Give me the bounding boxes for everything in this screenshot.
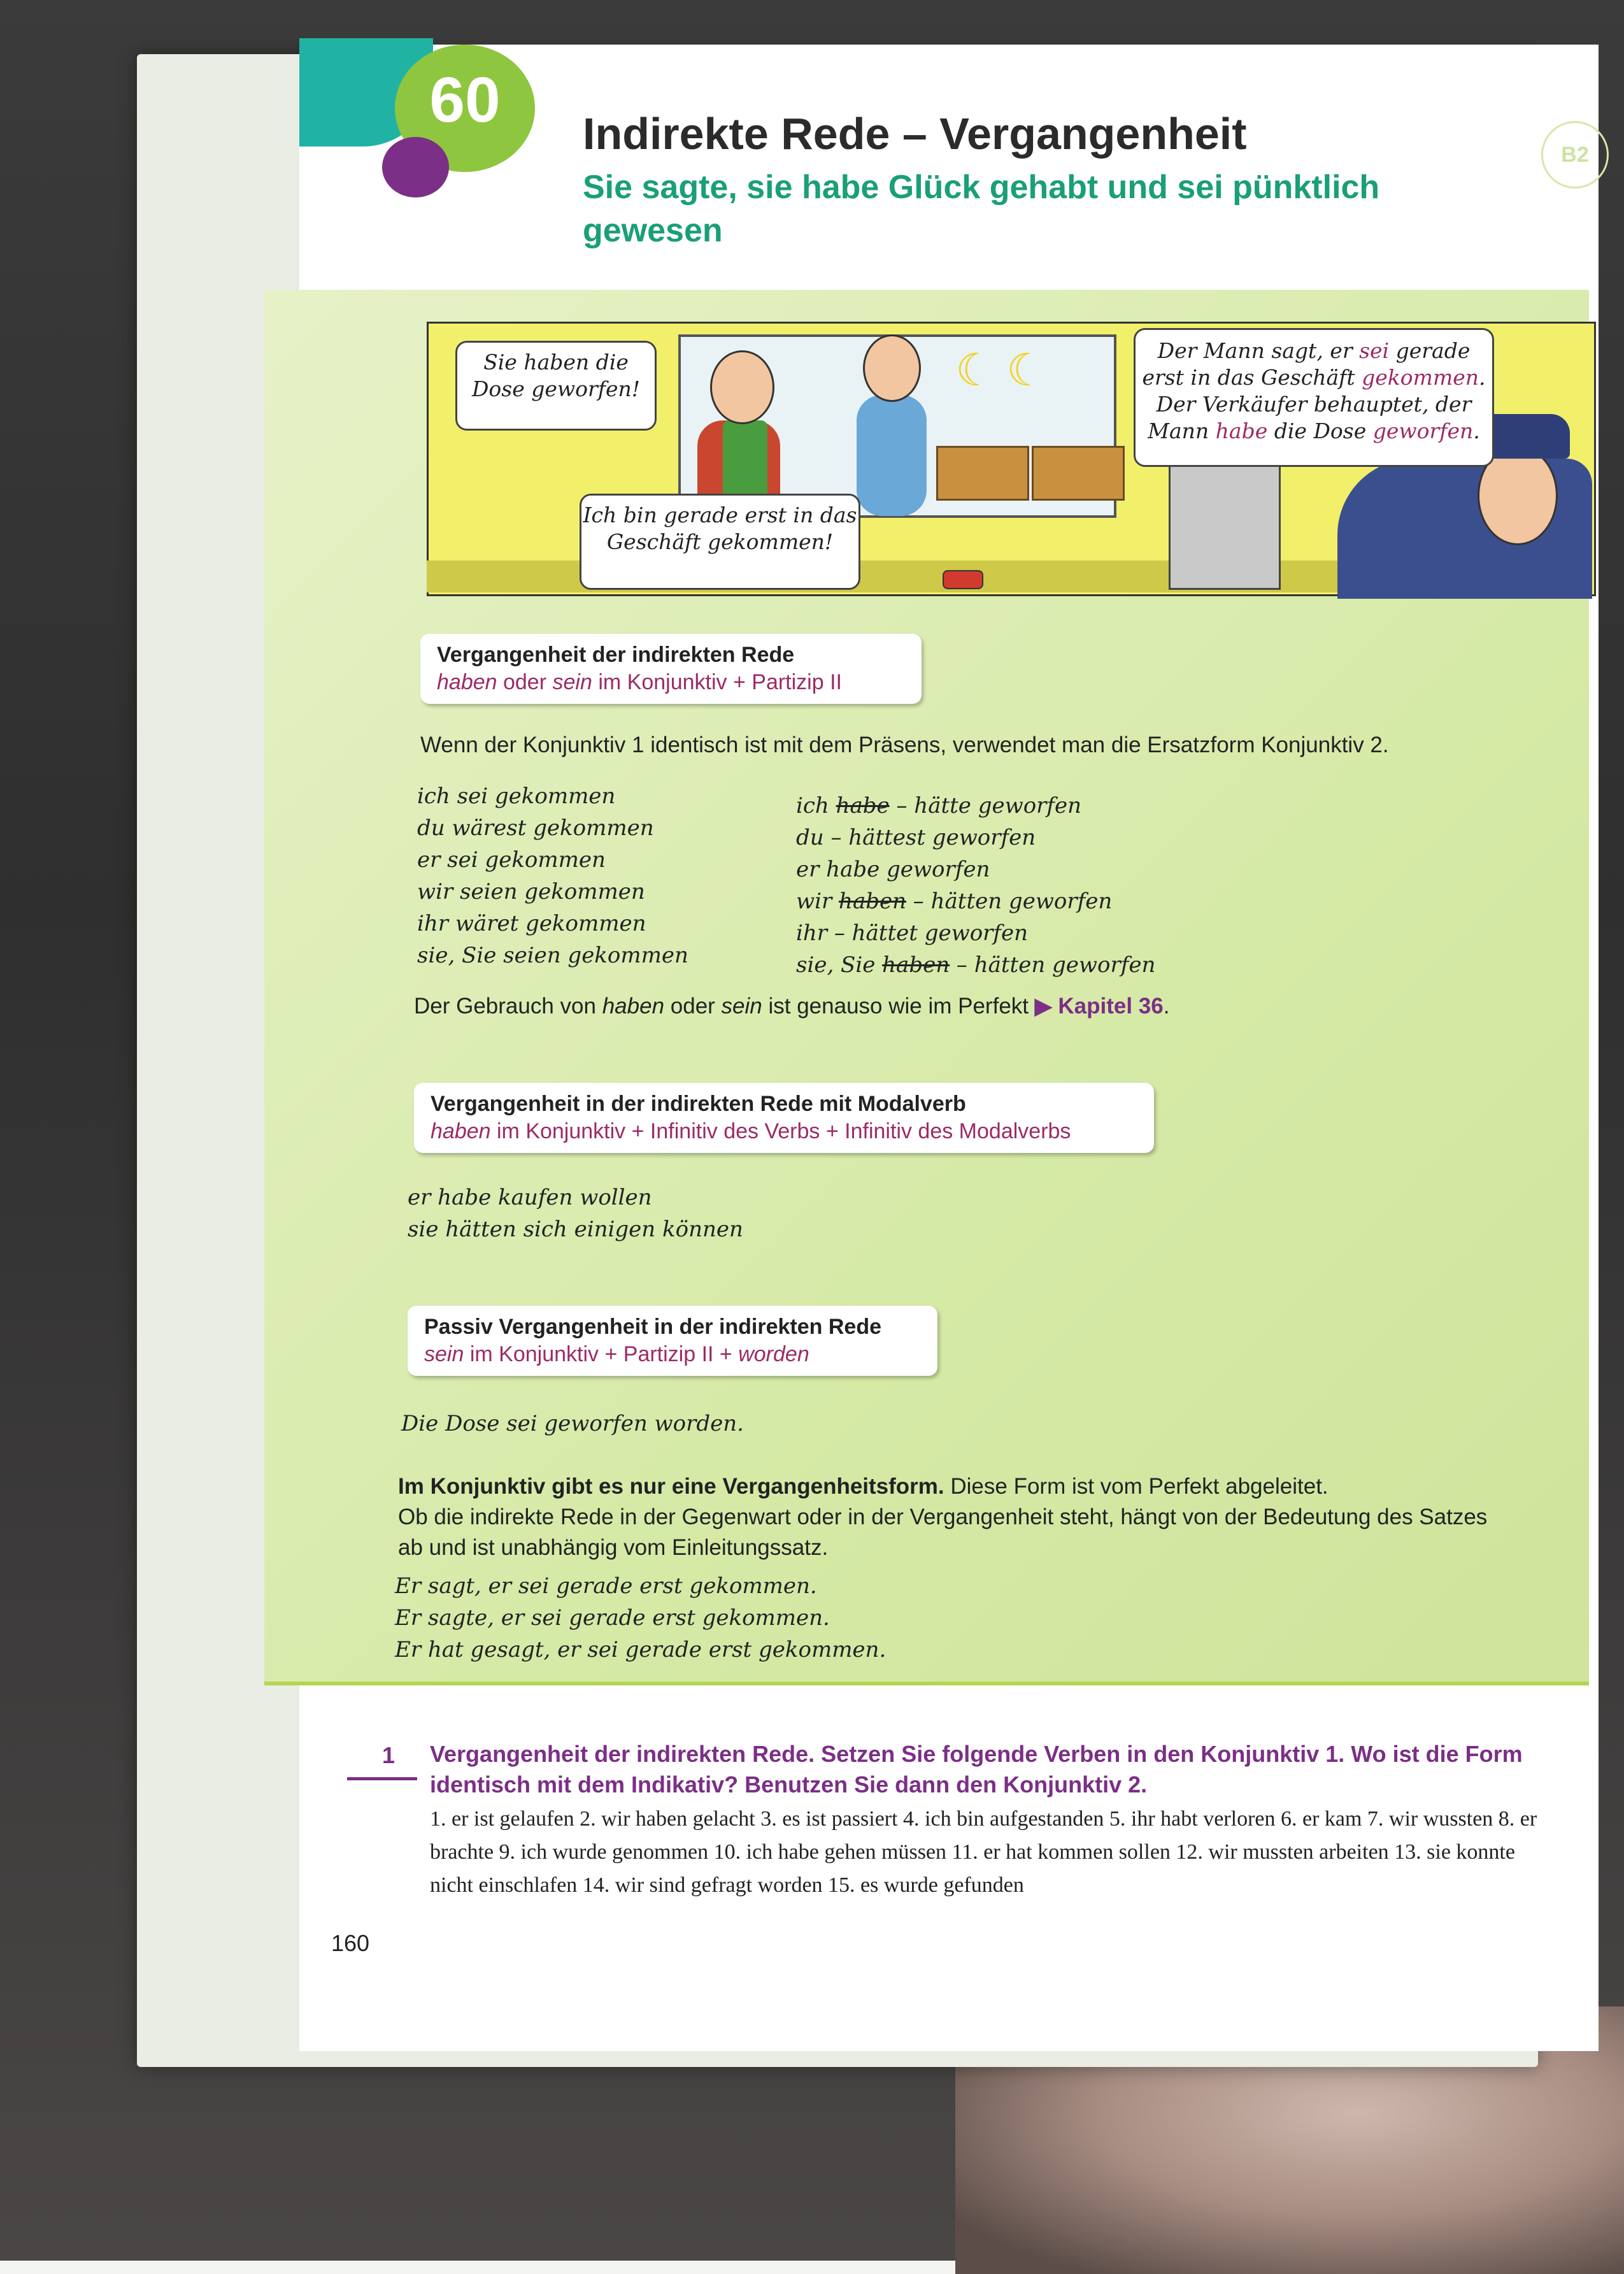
- rule-text: oder: [497, 670, 553, 694]
- summary-text: Diese Form ist vom Perfekt abgeleitet.: [944, 1474, 1328, 1499]
- example-row: sie hätten sich einigen können: [408, 1217, 743, 1242]
- example-row: er habe kaufen wollen: [408, 1185, 652, 1210]
- rule-term: haben: [437, 670, 497, 694]
- rule-term: sein: [721, 994, 762, 1019]
- conj-text: er habe geworfen: [796, 857, 990, 882]
- example-row: Er hat gesagt, er sei gerade erst gekommen.: [395, 1637, 887, 1663]
- conj-struck: habe: [836, 793, 890, 819]
- modal-examples: [408, 1182, 743, 1245]
- rule-term: haben: [431, 1119, 491, 1143]
- fruit-crate: [1032, 446, 1125, 501]
- grammar-box-modal: [414, 1083, 1154, 1153]
- grammar-box-rule: [431, 1119, 1137, 1144]
- exercise-number-underline: [347, 1777, 417, 1780]
- rule-term: haben: [602, 994, 665, 1019]
- bubble-text: Sie haben die Dose geworfen!: [471, 350, 641, 401]
- example-row: Er sagt, er sei gerade erst gekommen.: [395, 1573, 817, 1599]
- banana-icon: ☾: [955, 344, 995, 396]
- conjugation-sein: [417, 780, 688, 971]
- conj-text: du – hättest geworfen: [796, 825, 1036, 850]
- grammar-box-passive: [408, 1306, 937, 1376]
- conj-struck: haben: [882, 952, 950, 978]
- grammar-box-past: [420, 634, 922, 704]
- bubble-text: Der Mann sagt, er: [1157, 338, 1360, 363]
- exercise-body: 1. er ist gelaufen 2. wir haben gelacht 3. es ist passiert 4. ich bin aufgestanden 5. ihr habt verloren 6. er kam 7. wir wussten 8. er brachte 9. ich wurde genommen 10. ich habe gehen müssen 11. er hat kommen sollen 12. wir mussten arbeiten 13. sie konnte nicht einschlafen 14. wir sind gefragt worden 15. es wurde gefunden: [430, 1807, 1537, 1897]
- conj-text: sie, Sie: [796, 952, 883, 978]
- conj-text: – hätten geworfen: [950, 952, 1156, 978]
- speech-bubble-narrator: [1134, 328, 1494, 467]
- conj-struck: haben: [839, 889, 906, 914]
- bubble-text: . Der Verkäufer behauptet, der Mann: [1148, 365, 1486, 443]
- rule-text: im Konjunktiv + Partizip II +: [464, 1342, 739, 1366]
- bubble-highlight: habe: [1215, 418, 1268, 443]
- bubble-highlight: sei: [1359, 338, 1390, 363]
- panel-divider: [264, 1682, 1589, 1685]
- conj-text: – hätte geworfen: [889, 793, 1082, 819]
- conjugation-row: [796, 917, 1155, 949]
- rule-text: im Konjunktiv + Infinitiv des Verbs + Infinitiv des Modalverbs: [490, 1119, 1071, 1143]
- seller-apron: [723, 420, 767, 503]
- conj-text: ich: [796, 793, 836, 819]
- speech-bubble-customer: [580, 494, 860, 590]
- bubble-text: Ich bin gerade erst in das Geschäft gekommen!: [583, 503, 857, 554]
- summary-line: [398, 1471, 1563, 1502]
- bubble-highlight: geworfen: [1372, 418, 1474, 443]
- seller-head: [710, 350, 774, 424]
- conjugation-row: [796, 822, 1155, 854]
- rule-usage: [414, 994, 1169, 1019]
- summary-bold: Im Konjunktiv gibt es nur eine Vergangenheitsform.: [398, 1474, 944, 1499]
- exercise-number: 1: [381, 1742, 395, 1768]
- conjugation-row: wir seien gekommen: [417, 879, 645, 905]
- rule-text: im Konjunktiv + Partizip II: [592, 670, 842, 694]
- rule-text: oder: [664, 994, 722, 1019]
- conjugation-row: ihr wäret gekommen: [417, 911, 646, 936]
- conjugation-row: [796, 949, 1155, 981]
- level-badge: B2: [1541, 121, 1609, 189]
- speech-bubble-seller: [455, 341, 657, 431]
- rule-text: ist genauso wie im Perfekt: [762, 994, 1035, 1019]
- bubble-text: gerade erst in das Geschäft: [1142, 338, 1471, 390]
- grammar-box-title: Passiv Vergangenheit in der indirekten Rede: [424, 1315, 882, 1339]
- fruit-crate: [936, 446, 1029, 501]
- customer-head: [863, 334, 921, 402]
- grammar-box-rule: [424, 1342, 921, 1367]
- bubble-text: .: [1473, 418, 1480, 443]
- conjugation-row: sie, Sie seien gekommen: [417, 943, 688, 968]
- chapter-number: 60: [429, 64, 501, 136]
- rule-text: .: [1163, 994, 1170, 1019]
- rule-term: worden: [738, 1342, 809, 1366]
- conj-text: – hätten geworfen: [906, 889, 1113, 914]
- passive-example: Die Dose sei geworfen worden.: [401, 1411, 744, 1436]
- conjugation-row: [796, 854, 1155, 885]
- rule-term: sein: [424, 1342, 464, 1366]
- bubble-highlight: gekommen: [1362, 365, 1479, 390]
- bubble-text: die Dose: [1267, 418, 1373, 443]
- conjugation-row: er sei gekommen: [417, 847, 606, 873]
- summary-line: Ob die indirekte Rede in der Gegenwart oder in der Vergangenheit steht, hängt von der Bedeutung des Satzes: [398, 1505, 1488, 1529]
- example-row: Er sagte, er sei gerade erst gekommen.: [395, 1605, 830, 1631]
- summary: [398, 1471, 1563, 1563]
- conjugation-row: [796, 790, 1155, 822]
- chapter-link[interactable]: ▶ Kapitel 36: [1034, 994, 1164, 1019]
- conjugation-row: du wärest gekommen: [417, 815, 654, 841]
- summary-line: ab und ist unabhängig vom Einleitungssatz.: [398, 1535, 829, 1560]
- grammar-box-title: Vergangenheit in der indirekten Rede mit Modalverb: [431, 1092, 966, 1116]
- grammar-box-title: Vergangenheit der indirekten Rede: [437, 643, 795, 667]
- summary-examples: [395, 1570, 886, 1666]
- can-icon: [943, 570, 983, 589]
- banana-icon: ☾: [1006, 344, 1046, 396]
- rule-text: Der Gebrauch von: [414, 994, 602, 1019]
- grammar-box-rule: [437, 670, 905, 695]
- conjugation-row: ich sei gekommen: [417, 783, 616, 809]
- conj-text: ihr – hättet geworfen: [796, 920, 1029, 946]
- conjugation-haben: [796, 790, 1155, 981]
- conjugation-row: [796, 885, 1155, 917]
- page-subtitle: Sie sagte, sie habe Glück gehabt und sei pünktlich gewesen: [583, 169, 1380, 249]
- page-title: Indirekte Rede – Vergangenheit: [583, 109, 1247, 159]
- customer-figure: [857, 395, 927, 516]
- rule-ersatzform: Wenn der Konjunktiv 1 identisch ist mit dem Präsens, verwendet man die Ersatzform Konjunktiv 2.: [420, 733, 1389, 757]
- purple-blob: [382, 137, 449, 197]
- page-number: 160: [331, 1930, 370, 1956]
- exercise-heading: Vergangenheit der indirekten Rede. Setzen Sie folgende Verben in den Konjunktiv 1. Wo ist die Form identisch mit dem Indikativ? Benutzen Sie dann den Konjunktiv 2.: [430, 1741, 1523, 1798]
- rule-term: sein: [552, 670, 592, 694]
- conj-text: wir: [796, 889, 839, 914]
